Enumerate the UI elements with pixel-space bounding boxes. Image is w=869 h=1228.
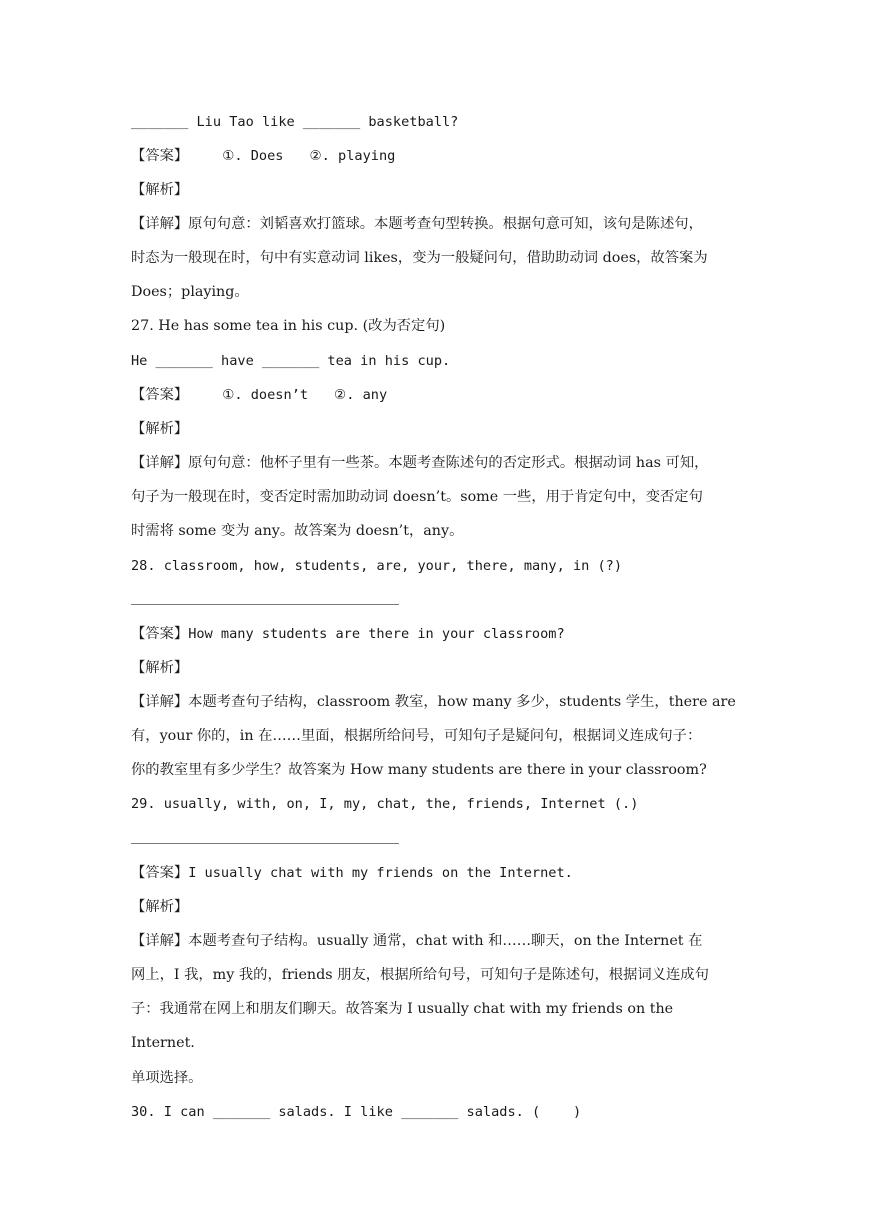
- question-27-prompt: He _______ have _______ tea in his cup.: [131, 353, 451, 369]
- detail-line: 【详解】本题考查句子结构。usually 通常，chat with 和……聊天，on the Internet 在: [131, 933, 703, 949]
- answer-label: 【答案】: [131, 626, 189, 642]
- detail-line: Does；playing。: [131, 284, 249, 300]
- detail-line: 【详解】原句句意：他杯子里有一些茶。本题考查陈述句的否定形式。根据动词 has 可知，: [131, 455, 709, 471]
- question-26-prompt: _______ Liu Tao like _______ basketball?: [131, 114, 459, 130]
- detail-line: 【详解】本题考查句子结构，classroom 教室，how many 多少，students 学生，there are: [131, 694, 736, 710]
- detail-line: 有，your 你的，in 在……里面，根据所给问号，可知句子是疑问句，根据词义连成句子：: [131, 728, 702, 744]
- detail-line: 【详解】原句句意：刘韬喜欢打篮球。本题考查句型转换。根据句意可知，该句是陈述句，: [131, 216, 703, 232]
- answer-line: [131, 385, 741, 405]
- answer-item: I usually chat with my friends on the Internet.: [188, 865, 573, 881]
- answer-item: ①. Does: [222, 148, 284, 164]
- detail-line: 句子为一般现在时，变否定时需加助动词 doesn’t。some 一些，用于肯定句中，变否定句: [131, 489, 703, 505]
- answer-label: 【答案】: [131, 865, 189, 881]
- question-29-title: 29. usually, with, on, I, my, chat, the, friends, Internet (.): [131, 796, 639, 812]
- answer-line: [131, 863, 741, 883]
- section-heading: 单项选择。: [131, 1070, 203, 1086]
- question-28-title: 28. classroom, how, students, are, your, there, many, in (?): [131, 558, 623, 574]
- question-30-title: 30. I can _______ salads. I like _______ salads. ( ): [131, 1104, 582, 1120]
- answer-label: 【答案】: [131, 148, 189, 164]
- answer-blank-line: [131, 843, 399, 844]
- detail-line: 时态为一般现在时，句中有实意动词 likes，变为一般疑问句，借助助动词 does，故答案为: [131, 250, 708, 266]
- answer-item: ②. playing: [309, 148, 396, 164]
- detail-line: 网上，I 我，my 我的，friends 朋友，根据所给句号，可知句子是陈述句，根据词义连成句: [131, 967, 709, 983]
- detail-line: 时需将 some 变为 any。故答案为 doesn’t，any。: [131, 523, 464, 539]
- answer-label: 【答案】: [131, 387, 189, 403]
- analysis-label: 【解析】: [131, 660, 189, 676]
- analysis-label: 【解析】: [131, 899, 189, 915]
- answer-item: ①. doesn’t: [222, 387, 309, 403]
- detail-line: 你的教室里有多少学生？故答案为 How many students are there in your classroom?: [131, 762, 707, 778]
- answer-line: [131, 146, 741, 166]
- answer-item: ②. any: [334, 387, 388, 403]
- answer-item: How many students are there in your classroom?: [188, 626, 565, 642]
- question-27-title: 27. He has some tea in his cup. (改为否定句): [131, 318, 446, 334]
- answer-blank-line: [131, 604, 399, 605]
- answer-line: [131, 624, 741, 644]
- detail-line: Internet.: [131, 1035, 195, 1051]
- detail-line: 子：我通常在网上和朋友们聊天。故答案为 I usually chat with my friends on the: [131, 1001, 674, 1017]
- analysis-label: 【解析】: [131, 182, 189, 198]
- analysis-label: 【解析】: [131, 421, 189, 437]
